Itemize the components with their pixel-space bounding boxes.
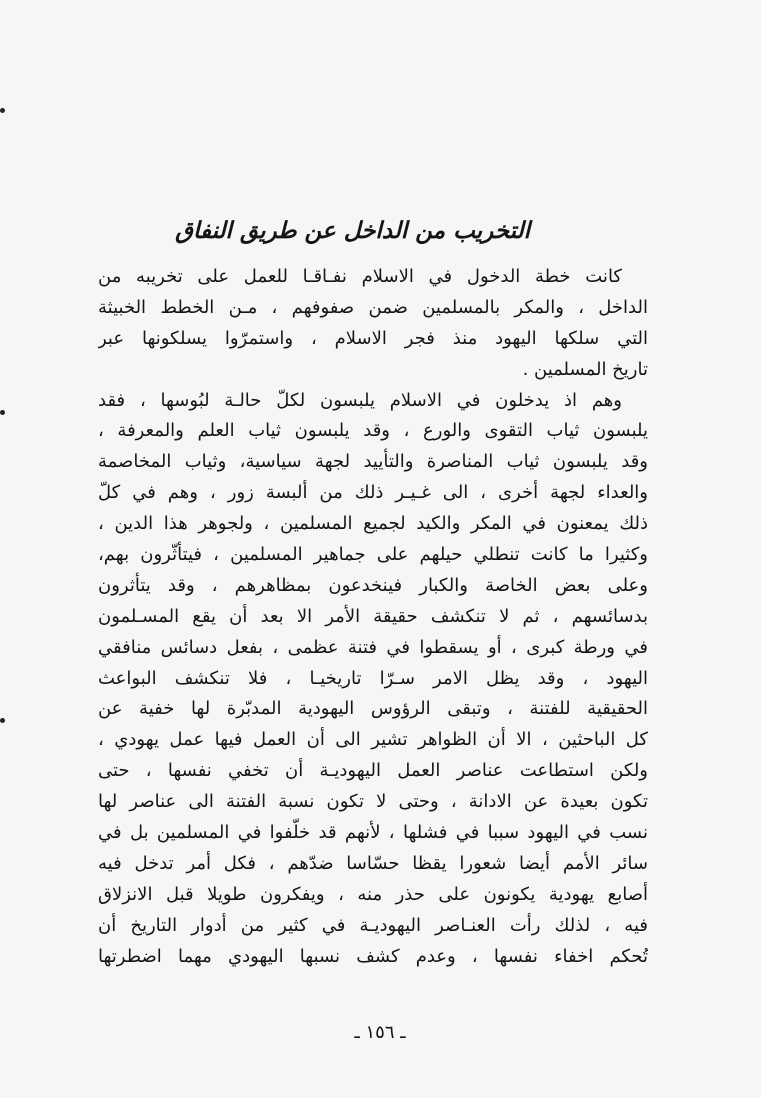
text-line: كل الباحثين ، الا أن الظواهر تشير الى أن العمل فيها عمل يهودي ، bbox=[98, 729, 648, 751]
text-line: سائر الأمم أيضا شعورا يقظا حسّاسا ضدّهم ، فكل أمر تدخل فيه bbox=[98, 852, 648, 874]
text-line: فيه ، لذلك رأت العنـاصر اليهوديـة في كثير من أدوار التاريخ أن bbox=[98, 914, 648, 936]
text-line: بدسائسهم ، ثم لا تنكشف حقيقة الأمر الا بعد أن يقع المسـلمون bbox=[98, 605, 648, 627]
text-line: الحقيقية للفتنة ، وتبقى الرؤوس اليهودية المدبّرة لها خفية عن bbox=[98, 698, 648, 720]
page-number: ـ ١٥٦ ـ bbox=[354, 1022, 406, 1043]
text-line: والعداء لجهة أخرى ، الى غـيـر ذلك من ألبسة زور ، وهم في كلّ bbox=[98, 482, 648, 504]
text-line: أصابع يهودية يكونون على حذر منه ، ويفكرون طويلا قبل الانزلاق bbox=[98, 883, 648, 905]
text-line: تُحكم اخفاء نفسها ، وعدم كشف نسبها اليهودي مهما اضطرتها bbox=[98, 945, 648, 967]
text-line: وهم اذ يدخلون في الاسلام يلبسون لكلّ حالـة لبُوسها ، فقد bbox=[98, 389, 622, 411]
margin-speck bbox=[0, 718, 5, 723]
body-text bbox=[98, 262, 648, 972]
text-line: ذلك يمعنون في المكر والكيد لجميع المسلمين ، ولجوهر هذا الدين ، bbox=[98, 513, 648, 535]
text-line: وقد يلبسون ثياب المناصرة والتأييد لجهة سياسية، وثياب المخاصمة bbox=[98, 451, 648, 473]
text-line: تاريخ المسلمين . bbox=[522, 358, 648, 380]
text-line: وعلى بعض الخاصة والكبار فينخدعون بمظاهرهم ، وقد يتأثرون bbox=[98, 574, 648, 596]
margin-speck bbox=[0, 108, 5, 113]
margin-speck bbox=[0, 410, 5, 415]
text-line: اليهود ، وقد يظل الامر سـرّا تاريخيـا ، فلا تنكشف البواعث bbox=[98, 667, 648, 689]
text-line: في ورطة كبرى ، أو يسقطوا في فتنة عظمى ، بفعل دسائس منافقي bbox=[98, 636, 648, 658]
text-line: يلبسون ثياب التقوى والورع ، وقد يلبسون ثياب العلم والمعرفة ، bbox=[98, 420, 648, 442]
text-line: نسب في اليهود سببا في فشلها ، لأنهم قد خلّفوا في المسلمين بل في bbox=[98, 822, 648, 844]
text-line: كانت خطة الدخول في الاسلام نفـاقـا للعمل على تخريبه من bbox=[98, 266, 622, 287]
text-line: ولكن استطاعت عناصر العمل اليهوديـة أن تخفي نفسها ، حتى bbox=[98, 760, 648, 782]
text-line: تكون بعيدة عن الادانة ، وحتى لا تكون نسبة الفتنة الى عناصر لها bbox=[98, 791, 648, 813]
text-line: وكثيرا ما كانت تنطلي حيلهم على جماهير المسلمين ، فيتأثّرون بهم، bbox=[98, 544, 648, 566]
chapter-title: التخريب من الداخل عن طريق النفاق bbox=[175, 217, 530, 244]
text-line: الداخل ، والمكر بالمسلمين ضمن صفوفهم ، مـن الخطط الخبيثة bbox=[98, 296, 648, 318]
text-line: التي سلكها اليهود منذ فجر الاسلام ، واستمرّوا يسلكونها عبر bbox=[98, 327, 648, 349]
